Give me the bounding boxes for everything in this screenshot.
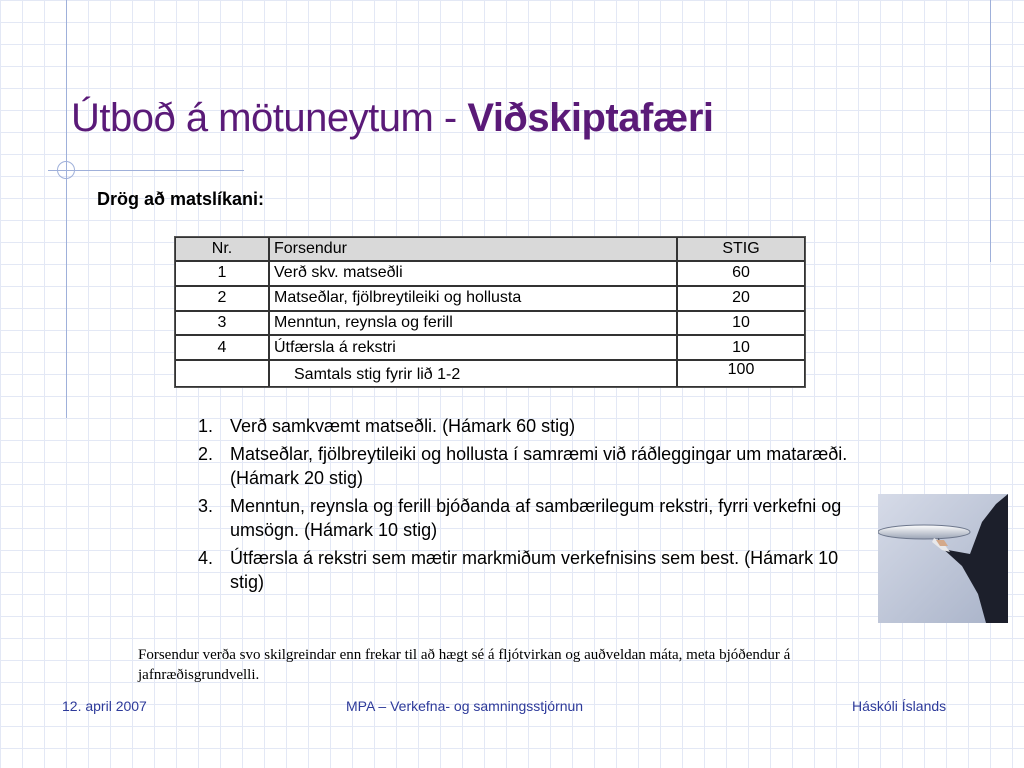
footer-date: 12. april 2007 — [62, 698, 147, 714]
list-item-number: 2. — [198, 444, 214, 464]
footnote-text: Forsendur verða svo skilgreindar enn frekar til að hægt sé á fljótvirkan og auðveldan máta, meta bjóðendur á jafnræðisgrundvelli. — [138, 647, 791, 683]
subtitle: Drög að matslíkani: — [97, 189, 265, 209]
list-item — [198, 414, 848, 438]
header-criterion: Forsendur — [269, 237, 677, 261]
row-points: 10 — [677, 335, 805, 360]
list-item — [198, 494, 848, 542]
total-label: Samtals stig fyrir lið 1-2 — [269, 360, 677, 387]
list-item-number: 3. — [198, 496, 214, 516]
table-row — [175, 335, 805, 360]
table-row — [175, 261, 805, 286]
row-nr: 2 — [175, 286, 269, 311]
row-criterion: Menntun, reynsla og ferill — [269, 311, 677, 336]
footer-institution: Háskóli Íslands — [852, 698, 947, 714]
list-item-text: Matseðlar, fjölbreytileiki og hollusta í samræmi við ráðleggingar um mataræði. (Hámark 20 stig) — [230, 444, 848, 488]
row-nr: 1 — [175, 261, 269, 286]
decorative-circle — [57, 161, 75, 179]
list-item — [198, 546, 848, 594]
list-item — [198, 442, 848, 490]
title-regular: Útboð á mötuneytum - — [71, 96, 468, 140]
row-criterion: Verð skv. matseðli — [269, 261, 677, 286]
total-nr-cell — [175, 360, 269, 387]
decorative-vertical-line-left — [66, 0, 67, 418]
row-points: 10 — [677, 311, 805, 336]
list-item-text: Verð samkvæmt matseðli. (Hámark 60 stig) — [230, 416, 576, 436]
waiter-tray-photo — [878, 494, 1008, 623]
criteria-table — [175, 237, 805, 387]
waiter-illustration — [878, 494, 1008, 623]
list-item-number: 1. — [198, 416, 214, 436]
footer-course: MPA – Verkefna- og samningsstjórnun — [346, 698, 584, 714]
list-item-number: 4. — [198, 548, 214, 568]
row-criterion: Matseðlar, fjölbreytileiki og hollusta — [269, 286, 677, 311]
row-nr: 3 — [175, 311, 269, 336]
decorative-horizontal-line — [48, 170, 244, 171]
table-row — [175, 311, 805, 336]
list-item-text: Útfærsla á rekstri sem mætir markmiðum verkefnisins sem best. (Hámark 10 stig) — [230, 548, 839, 592]
decorative-vertical-line-right — [990, 0, 991, 262]
criteria-table-frame — [174, 236, 806, 388]
row-criterion: Útfærsla á rekstri — [269, 335, 677, 360]
table-row — [175, 286, 805, 311]
row-points: 20 — [677, 286, 805, 311]
row-nr: 4 — [175, 335, 269, 360]
list-item-text: Menntun, reynsla og ferill bjóðanda af sambærilegum rekstri, fyrri verkefni og umsögn. (Hámark 10 stig) — [230, 496, 842, 540]
table-total-row — [175, 360, 805, 387]
title-bold: Viðskiptafæri — [467, 96, 714, 140]
table-header-row — [175, 237, 805, 261]
header-nr: Nr. — [175, 237, 269, 261]
slide-title — [71, 96, 714, 141]
total-points: 100 — [677, 360, 805, 387]
header-points: STIG — [677, 237, 805, 261]
row-points: 60 — [677, 261, 805, 286]
explanation-list — [198, 414, 848, 598]
